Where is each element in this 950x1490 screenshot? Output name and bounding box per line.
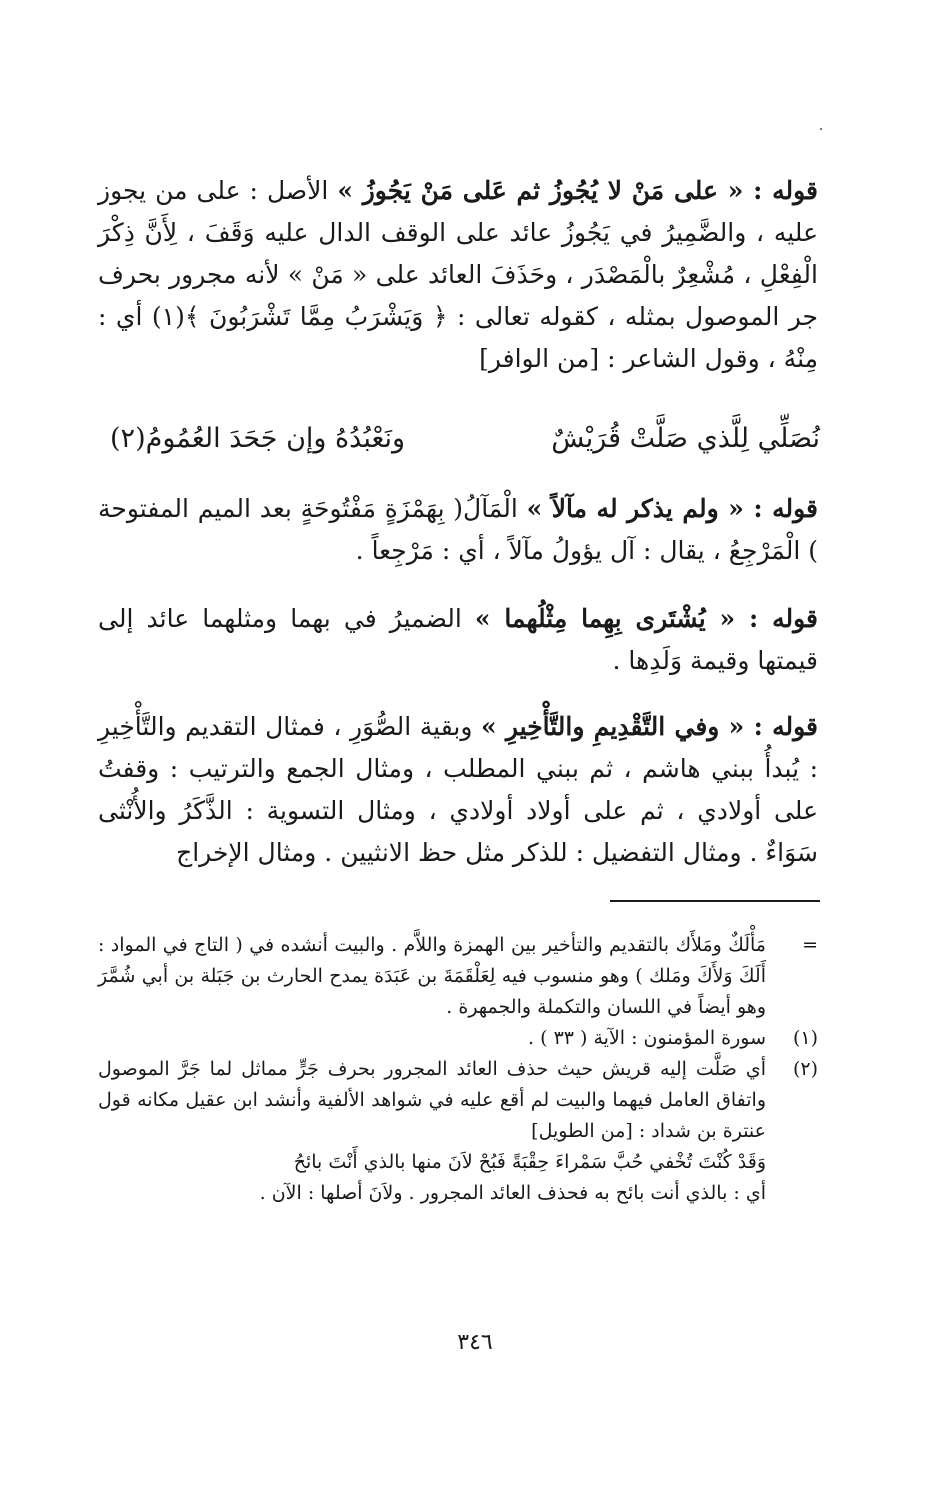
- verse-left-hemistich: ونَعْبُدُهُ وإن جَحَدَ العُمُومُ(٢): [110, 423, 406, 454]
- footnote-number: (٢): [792, 1058, 818, 1080]
- paragraph-text: [98, 488, 818, 572]
- footnote-marker: =: [802, 934, 818, 956]
- footnote-explanation: أي : بالذي أنت بائح به فحذف العائد المجرور . ولاَنَ أصلها : الآن .: [259, 1182, 766, 1204]
- paragraph-wuquf: [98, 170, 818, 380]
- quoted-phrase: قوله : « يُشْتَرى بِهِما مِثْلُهما »: [474, 604, 818, 633]
- footnote-2: [98, 1054, 818, 1209]
- footnote-text: [98, 1054, 766, 1209]
- paragraph-yushtara: [98, 598, 818, 682]
- quoted-phrase: قوله : « على مَنْ لا يُجُوزُ ثم عَلى مَنْ يَجُوزُ »: [337, 176, 818, 205]
- paragraph-maal: [98, 488, 818, 572]
- paragraph-text: [98, 170, 818, 380]
- footnote-text: سورة المؤمنون : الآية ( ٣٣ ) .: [528, 1027, 766, 1049]
- footnote-1: [98, 1023, 818, 1054]
- quoted-phrase: قوله : « وفي التَّقْدِيمِ والتَّأْخِيرِ »: [480, 712, 818, 741]
- verse-right-hemistich: نُصَلِّي لِلَّذي صَلَّتْ قُرَيْشٌ: [551, 423, 820, 454]
- paragraph-body: وبقية الصُّوَرِ ، فمثال التقديم والتَّأْخِيرِ : يُبدأُ ببني هاشم ، ثم ببني المطلب ، ومثال الجمع والترتيب : وقفتُ على أولادي ، ثم على أولاد أولادي ، ومثال التسوية : الذَّكَرُ والأُنْثى سَوَاءٌ . ومثال التفضيل : للذكر مثل حظ الانثيين . ومثال الإخراج: [98, 712, 818, 867]
- paragraph-body: الضميرُ في بهما ومثلهما عائد إلى قيمتها وقيمة وَلَدِها .: [98, 604, 818, 675]
- paragraph-taqdim: [98, 706, 818, 874]
- footnote-separator: [610, 900, 820, 902]
- footnote-number: (١): [792, 1027, 818, 1049]
- footnote-verse: وَقَدْ كُنْتَ تُخْفي حُبَّ سَمْراءَ حِقْبَةً فَبُحْ لاَنَ منها بالذي أَنْتَ بائحُ: [293, 1151, 766, 1173]
- page-number: ٣٤٦: [457, 1330, 493, 1355]
- footnote-body: أي صَلَّت إليه قريش حيث حذف العائد المجرور بحرف جَرٍّ مماثل لما جَرَّ الموصول واتفاق العامل فيهما والبيت لم أقع عليه في شواهد الألفية وأنشد ابن عقيل مكانه قول عنترة بن شداد : [من الطويل]: [98, 1058, 766, 1142]
- page-speck: [820, 128, 822, 130]
- footnote-continued: [98, 930, 818, 1023]
- paragraph-body: الْمَآلُ( بِهَمْزَةٍ مَفْتُوحَةٍ بعد الميم المفتوحة ) الْمَرْجِعُ ، يقال : آل يؤولُ مآلاً ، أي : مَرْجِعاً .: [98, 494, 818, 565]
- quoted-phrase: قوله : « ولم يذكر له مآلاً »: [526, 494, 819, 523]
- paragraph-text: [98, 598, 818, 682]
- paragraph-text: [98, 706, 818, 874]
- footnotes: [98, 930, 818, 1209]
- paragraph-body: الأصل : على من يجوز عليه ، والضَّمِيرُ في يَجُوزُ عائد على الوقف الدال عليه وَقَفَ ، لِأَنَّ ذِكْرَ الْفِعْلِ ، مُشْعِرٌ بالْمَصْدَر ، وحَذَفَ العائد على « مَنْ » لأنه مجرور بحرف جر الموصول بمثله ، كقوله تعالى : ﴿ وَيَشْرَبُ مِمَّا تَشْرَبُونَ ﴾(١) أي : مِنْهُ ، وقول الشاعر : [من الوافر]: [98, 176, 818, 373]
- footnote-text: مَأْلَكٌ ومَلأَك بالتقديم والتأخير بين الهمزة واللاَّم . والبيت أنشده في ( التاج في المواد : أَلَكَ وَلأَكَ ومَلك ) وهو منسوب فيه لِعَلْقَمَةَ بن عَبَدَة يمدح الحارث بن جَبَلة بن أبي شُمَّرَ وهو أيضاً في اللسان والتكملة والجمهرة .: [98, 934, 766, 1018]
